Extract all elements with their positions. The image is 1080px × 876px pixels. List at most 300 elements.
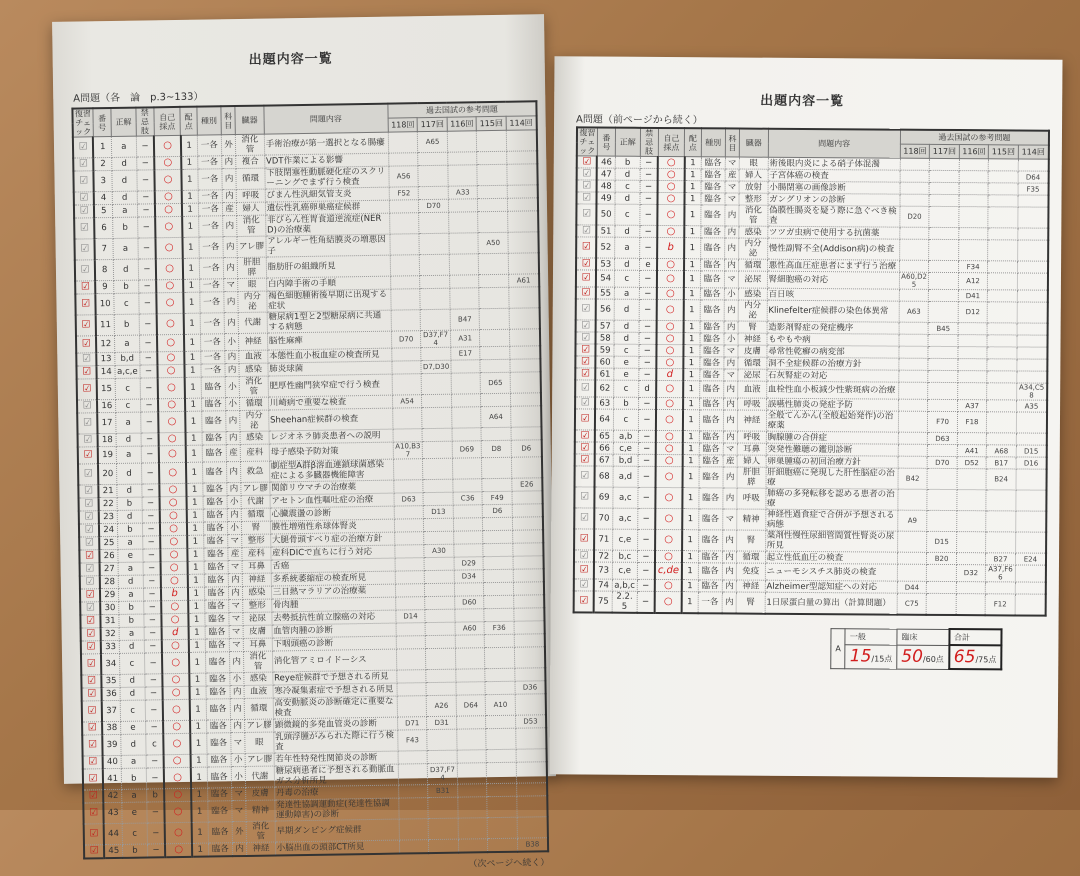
ref-114 — [1017, 335, 1048, 347]
answer: b — [114, 314, 139, 335]
points: 1 — [189, 686, 205, 699]
organ: 婦人 — [737, 455, 766, 467]
self-score: ○ — [658, 225, 685, 237]
review-check-box[interactable]: ☑ — [79, 498, 100, 511]
review-check-box[interactable]: ☑ — [574, 508, 594, 529]
ref-115: B27 — [986, 553, 1016, 565]
organ: 皮膚 — [246, 787, 275, 800]
ref-117 — [425, 596, 455, 609]
organ: 内分泌 — [238, 291, 267, 312]
answer: a — [113, 204, 138, 217]
subject: マ — [231, 732, 246, 753]
type: 臨各 — [698, 580, 722, 592]
points: 1 — [182, 203, 198, 216]
review-check-box[interactable]: ☑ — [75, 294, 96, 315]
review-check-box[interactable]: ☑ — [79, 550, 100, 563]
type: 臨各 — [699, 467, 724, 488]
ref-117 — [419, 186, 449, 199]
type: 臨各 — [699, 443, 723, 455]
review-check-box[interactable]: ☑ — [76, 315, 97, 336]
ref-118 — [898, 444, 928, 456]
subject: 小 — [724, 288, 738, 300]
self-score: ○ — [158, 351, 185, 364]
review-check-box[interactable]: ☑ — [79, 524, 100, 537]
organ: 感染 — [244, 672, 273, 685]
content: 術後眼内炎による硝子体混濁 — [768, 157, 900, 170]
organ: 循環 — [737, 551, 766, 563]
forbidden: − — [139, 314, 158, 335]
answer: d — [615, 225, 639, 237]
review-check-box[interactable]: ☑ — [83, 803, 104, 824]
ref-118 — [393, 459, 423, 480]
answer: b — [118, 523, 143, 536]
self-score: ○ — [164, 767, 191, 788]
ref-117 — [926, 593, 956, 615]
self-score: ○ — [156, 279, 183, 292]
ref-118 — [897, 531, 927, 552]
header-content: 問題内容 — [264, 104, 389, 134]
review-check-box[interactable]: ☑ — [82, 735, 103, 756]
points: 1 — [186, 496, 202, 509]
ref-115: A50 — [478, 232, 508, 253]
header-answer: 正解 — [111, 108, 136, 137]
forbidden: − — [143, 575, 162, 588]
organ: 眼 — [245, 732, 274, 753]
self-score: ○ — [160, 522, 187, 535]
review-check-box[interactable]: ☑ — [574, 579, 594, 591]
number: 43 — [104, 802, 123, 823]
subject: 小 — [225, 398, 239, 411]
number: 68 — [595, 466, 613, 487]
ref-118 — [395, 584, 425, 597]
ref-116 — [959, 159, 989, 171]
review-check-box[interactable]: ☑ — [81, 654, 102, 675]
review-check-box[interactable]: ☑ — [74, 239, 95, 260]
number: 18 — [98, 433, 117, 446]
organ: 腎 — [242, 521, 271, 534]
self-score: ○ — [162, 613, 189, 626]
review-check-box[interactable]: ☑ — [74, 205, 95, 218]
type: 一各 — [197, 135, 222, 156]
ref-115 — [986, 511, 1016, 532]
type: 臨各 — [203, 496, 228, 509]
number: 69 — [595, 487, 613, 508]
review-check-box[interactable]: ☑ — [575, 397, 595, 409]
review-check-box[interactable]: ☑ — [76, 353, 97, 366]
ref-115 — [485, 647, 515, 668]
review-check-box[interactable]: ☑ — [77, 379, 98, 400]
points: 1 — [182, 216, 199, 237]
organ: 循環 — [236, 168, 265, 189]
review-check-box[interactable]: ☑ — [575, 454, 595, 466]
ref-114 — [1015, 582, 1046, 594]
subject: 内 — [223, 258, 238, 279]
forbidden: − — [638, 356, 656, 368]
answer: a,c,e — [117, 366, 138, 377]
type: 一各 — [198, 190, 223, 203]
subject: 内 — [724, 321, 738, 333]
self-score: ○ — [159, 411, 186, 432]
content: 糖尿病患者に予想される動脈血ガス分析所見 — [274, 764, 398, 787]
ref-115 — [479, 253, 509, 274]
review-check-box[interactable]: ☑ — [84, 845, 105, 859]
content: 脳性麻痺 — [267, 331, 391, 350]
ref-114 — [1016, 433, 1047, 445]
answer: e — [614, 368, 638, 380]
review-check-box[interactable]: ☑ — [577, 156, 597, 168]
organ: 感染 — [240, 431, 269, 444]
review-check-box[interactable]: ☑ — [574, 550, 594, 562]
number: 7 — [95, 238, 114, 259]
ref-114: E26 — [512, 478, 543, 491]
review-check-box[interactable]: ☑ — [82, 722, 103, 735]
points: 1 — [186, 445, 203, 462]
content: 小腸閉塞の画像診断 — [768, 181, 900, 194]
subject: 内 — [224, 313, 239, 334]
ref-118 — [390, 276, 420, 289]
ref-116 — [958, 323, 988, 335]
ref-116 — [458, 797, 488, 818]
forbidden: − — [637, 529, 655, 550]
type: 一各 — [199, 258, 224, 279]
forbidden: − — [146, 802, 165, 823]
forbidden: − — [638, 409, 656, 430]
number: 73 — [594, 562, 612, 579]
review-check-box[interactable]: ☑ — [576, 192, 596, 204]
review-check-box[interactable]: ☑ — [575, 442, 595, 454]
forbidden: − — [144, 627, 163, 640]
review-check-box[interactable]: ☑ — [75, 260, 96, 281]
type: 臨各 — [201, 398, 226, 411]
answer: e — [118, 549, 143, 562]
ref-117 — [423, 458, 453, 479]
content: 白内障手術の手順 — [266, 276, 390, 291]
self-score: ○ — [162, 639, 189, 652]
ref-116: D12 — [958, 302, 988, 323]
ref-116: D41 — [958, 290, 988, 302]
review-check-box[interactable]: ☑ — [576, 299, 596, 320]
forbidden: − — [638, 344, 656, 356]
ref-117 — [426, 669, 456, 682]
self-score: ○ — [656, 466, 683, 487]
type: 臨各 — [202, 432, 227, 445]
ref-117: A26 — [427, 695, 457, 716]
forbidden: − — [637, 550, 655, 562]
ref-116: A41 — [957, 445, 987, 457]
subject: 内 — [228, 586, 242, 599]
ref-115 — [486, 728, 516, 749]
review-check-box[interactable]: ☑ — [73, 137, 94, 158]
header-exam-118: 118回 — [900, 144, 930, 158]
ref-115 — [483, 517, 513, 530]
content: 血管肉腫の診断 — [272, 623, 396, 638]
type: 臨各 — [205, 652, 230, 673]
ref-116 — [451, 373, 481, 394]
review-check-box[interactable]: ☑ — [575, 466, 595, 487]
organ: 耳鼻 — [737, 443, 766, 455]
answer: d — [119, 640, 144, 653]
review-check-box[interactable]: ☑ — [73, 171, 94, 192]
ref-114 — [514, 634, 545, 647]
review-check-box[interactable]: ☑ — [80, 563, 101, 576]
review-check-box[interactable]: ☑ — [576, 270, 596, 287]
ref-117: D70 — [927, 456, 957, 468]
type: 臨各 — [698, 509, 723, 530]
review-check-box[interactable]: ☑ — [575, 409, 595, 430]
subject: マ — [232, 787, 246, 800]
self-score: ○ — [161, 574, 188, 587]
ref-116 — [458, 839, 488, 853]
forbidden: − — [637, 591, 655, 613]
type: 臨各 — [699, 369, 723, 381]
review-check-box[interactable]: ☑ — [77, 413, 98, 434]
review-check-box[interactable]: ☑ — [576, 287, 596, 299]
review-check-box[interactable]: ☑ — [576, 258, 596, 270]
type: 臨各 — [698, 563, 723, 580]
subject: マ — [229, 638, 243, 651]
review-check-box[interactable]: ☑ — [82, 688, 103, 701]
organ: 循環 — [738, 357, 767, 369]
review-check-box[interactable]: ☑ — [76, 366, 97, 379]
organ: 産科 — [242, 547, 271, 560]
review-check-box[interactable]: ☑ — [78, 485, 99, 498]
review-check-box[interactable]: ☑ — [80, 602, 101, 615]
review-check-box[interactable]: ☑ — [79, 537, 100, 550]
review-check-box[interactable]: ☑ — [575, 368, 595, 380]
review-check-box[interactable]: ☑ — [80, 615, 101, 628]
self-score: ○ — [657, 356, 684, 368]
number: 51 — [597, 225, 615, 237]
review-check-box[interactable]: ☑ — [74, 192, 95, 205]
type: 臨各 — [201, 377, 226, 398]
ref-116: D69 — [452, 441, 482, 458]
ref-117 — [428, 797, 458, 818]
organ: 婦人 — [739, 169, 768, 181]
general-score: 15 — [849, 646, 872, 667]
review-check-box[interactable]: ☑ — [577, 168, 597, 180]
ref-114 — [507, 211, 538, 232]
review-check-box[interactable]: ☑ — [80, 589, 101, 602]
points: 1 — [189, 639, 205, 652]
forbidden: − — [640, 180, 658, 192]
review-check-box[interactable]: ☑ — [74, 218, 95, 239]
self-score: ○ — [164, 788, 191, 801]
points: 1 — [192, 843, 208, 857]
ref-117: D15 — [927, 531, 957, 552]
number: 67 — [595, 454, 613, 466]
forbidden: − — [138, 238, 157, 259]
points: 1 — [683, 431, 699, 443]
ref-116 — [958, 335, 988, 347]
organ: 循環 — [739, 259, 768, 271]
ref-115 — [483, 556, 513, 569]
review-check-box[interactable]: ☑ — [77, 400, 98, 413]
forbidden: d — [638, 380, 656, 397]
ref-114 — [1016, 469, 1047, 490]
ref-117 — [420, 309, 450, 330]
header-self-score: 自己採点 — [658, 128, 685, 157]
organ: 精神 — [737, 509, 766, 530]
review-check-box[interactable]: ☑ — [576, 332, 596, 344]
self-score: ○ — [165, 822, 192, 843]
ref-114 — [1017, 347, 1048, 359]
ref-117 — [928, 382, 958, 399]
ref-114 — [1017, 273, 1048, 290]
review-check-box[interactable]: ☑ — [81, 675, 102, 688]
number: 15 — [97, 378, 116, 399]
points: 1 — [682, 580, 698, 592]
organ: 耳鼻 — [242, 560, 271, 573]
ref-117 — [428, 818, 458, 839]
review-check-box[interactable]: ☑ — [81, 628, 102, 641]
ref-116: A12 — [958, 273, 988, 290]
subject: 内 — [724, 381, 738, 398]
organ: 感染 — [739, 226, 768, 238]
review-check-box[interactable]: ☑ — [78, 447, 99, 464]
content: Alzheimer型認知症への対応 — [765, 580, 897, 593]
ref-118 — [394, 532, 424, 545]
organ: 整形 — [242, 534, 271, 547]
ref-117 — [419, 233, 449, 254]
review-check-box[interactable]: ☑ — [76, 336, 97, 353]
number: 37 — [102, 700, 121, 721]
review-check-box[interactable]: ☑ — [576, 237, 596, 258]
organ: 消化管 — [244, 651, 273, 672]
review-check-box[interactable]: ☑ — [574, 591, 594, 613]
forbidden: − — [140, 365, 159, 378]
answer: b — [119, 614, 144, 627]
review-check-box[interactable]: ☑ — [79, 511, 100, 524]
ref-116 — [958, 359, 988, 371]
review-check-box[interactable]: ☑ — [83, 790, 104, 803]
ref-115 — [485, 634, 515, 647]
content: 心臓震盪の診断 — [270, 506, 394, 521]
header-type: 種別 — [196, 106, 221, 135]
review-check-box[interactable]: ☑ — [575, 344, 595, 356]
subject: 内 — [723, 467, 737, 488]
header-points: 配点 — [685, 128, 701, 157]
type: 臨各 — [206, 733, 231, 754]
points: 1 — [683, 381, 699, 398]
ref-115 — [483, 543, 513, 556]
review-check-box[interactable]: ☑ — [83, 756, 104, 769]
general-label: 一般 — [845, 628, 897, 644]
self-score: b — [657, 237, 684, 258]
ref-114 — [1018, 195, 1049, 207]
number: 5 — [94, 204, 113, 217]
self-score: ○ — [155, 169, 182, 190]
organ: 内分泌 — [738, 300, 767, 321]
forbidden: − — [137, 217, 156, 238]
ref-115 — [988, 273, 1018, 290]
ref-116 — [452, 428, 482, 441]
ref-118 — [398, 751, 428, 764]
review-check-box[interactable]: ☑ — [75, 281, 96, 294]
ref-118 — [388, 153, 418, 166]
review-check-box[interactable]: ☑ — [84, 824, 105, 845]
review-check-box[interactable]: ☑ — [574, 562, 594, 579]
review-check-box[interactable]: ☑ — [574, 487, 594, 508]
type: 臨各 — [204, 613, 229, 626]
content: レジオネラ肺炎患者への説明 — [269, 429, 393, 444]
type: 一各 — [199, 237, 224, 258]
content: アセトン血性嘔吐症の治療 — [270, 493, 394, 508]
ref-118 — [392, 361, 422, 374]
content: びまん性汎細気管支炎 — [265, 187, 389, 202]
forbidden: − — [640, 192, 658, 204]
number: 32 — [101, 627, 120, 640]
content: 三日熱マラリアの治療薬 — [271, 584, 395, 599]
ref-118 — [391, 310, 421, 331]
review-check-box[interactable]: ☑ — [81, 641, 102, 654]
review-check-box[interactable]: ☑ — [574, 529, 594, 550]
ref-118 — [898, 432, 928, 444]
review-check-box[interactable]: ☑ — [576, 225, 596, 237]
ref-117 — [425, 622, 455, 635]
type: 臨各 — [699, 398, 723, 410]
review-check-box[interactable]: ☑ — [576, 204, 596, 225]
review-check-box[interactable]: ☑ — [575, 356, 595, 368]
self-score: ○ — [159, 462, 186, 483]
forbidden: − — [138, 293, 157, 314]
ref-117 — [424, 531, 454, 544]
review-check-box[interactable]: ☑ — [83, 769, 104, 790]
forbidden: − — [146, 755, 165, 768]
review-check-box[interactable]: ☑ — [78, 464, 99, 485]
ref-116: A31 — [450, 330, 480, 347]
ref-118: C75 — [897, 593, 927, 615]
ref-118 — [388, 132, 418, 153]
ref-118: B42 — [898, 468, 928, 489]
organ: 血液 — [244, 685, 273, 698]
type: 一各 — [200, 334, 225, 351]
content: 劇症型A群β溶血連鎖球菌感染症による多臓器機能障害 — [269, 459, 393, 482]
ref-118 — [900, 158, 930, 170]
ref-118 — [395, 558, 425, 571]
content: 顕微鏡的多発血管炎の診断 — [273, 717, 397, 732]
content: 肺癌の多発転移を認める患者の治療 — [765, 488, 897, 510]
ref-116 — [451, 360, 481, 373]
answer: a — [113, 238, 138, 259]
content: 早期ダンピング症候群 — [275, 819, 399, 842]
organ: アレ膠 — [246, 720, 272, 731]
subject: 産 — [723, 455, 737, 467]
type: 臨各 — [698, 530, 723, 551]
forbidden: − — [144, 653, 163, 674]
ref-115 — [987, 412, 1017, 433]
ref-114 — [513, 569, 544, 582]
content: 全般てんかん(全般起始発作)の治療薬 — [766, 410, 898, 432]
ref-114: D53 — [515, 715, 546, 728]
ref-114: D15 — [1016, 445, 1047, 457]
review-check-box[interactable]: ☑ — [575, 380, 595, 397]
review-check-box[interactable]: ☑ — [575, 430, 595, 442]
review-check-box[interactable]: ☑ — [82, 701, 103, 722]
points: 1 — [187, 535, 203, 548]
ref-116 — [448, 212, 478, 233]
review-check-box[interactable]: ☑ — [577, 180, 597, 192]
self-score: ○ — [655, 529, 682, 550]
review-check-box[interactable]: ☑ — [80, 576, 101, 589]
ref-117 — [927, 468, 957, 489]
review-check-box[interactable]: ☑ — [576, 320, 596, 332]
review-check-box[interactable]: ☑ — [73, 158, 94, 171]
organ: 腎 — [736, 592, 765, 614]
organ: 泌尿 — [739, 271, 768, 288]
review-check-box[interactable]: ☑ — [78, 434, 99, 447]
forbidden: − — [639, 204, 657, 225]
answer: c — [614, 380, 639, 397]
